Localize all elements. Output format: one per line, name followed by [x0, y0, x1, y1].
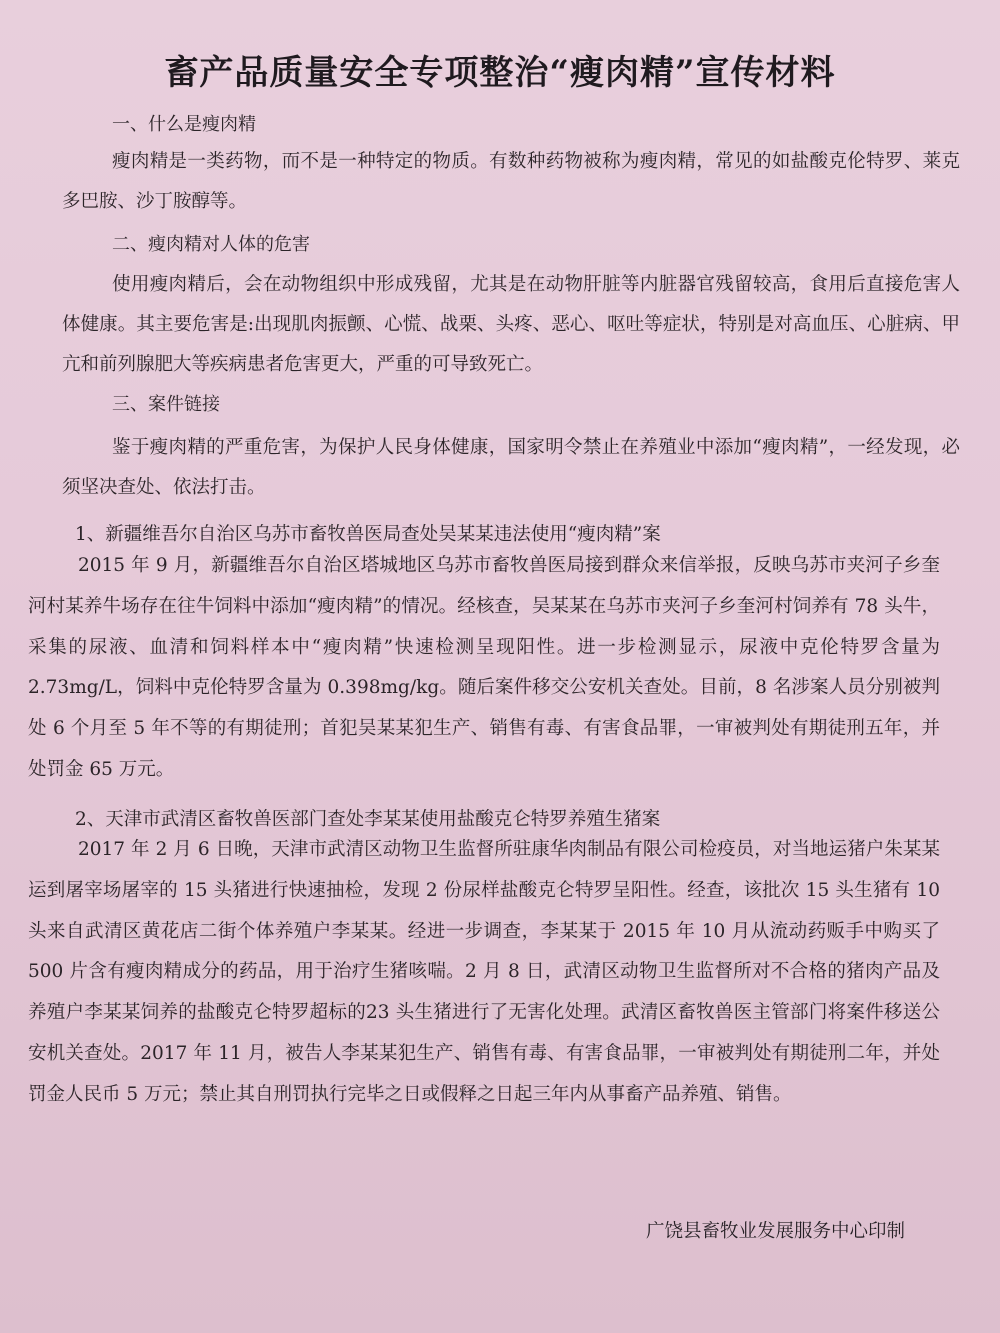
- case-title: 2、天津市武清区畜牧兽医部门查处李某某使用盐酸克仑特罗养殖生猪案: [75, 809, 661, 830]
- case-paragraph: 2015 年 9 月，新疆维吾尔自治区塔城地区乌苏市畜牧兽医局接到群众来信举报，反映乌苏市夹河子乡奎河村某养牛场存在往牛饲料中添加“瘦肉精”的情况。经核查，吴某某在乌苏市夹河子乡奎河村饲养有 78 头牛，采集的尿液、血清和饲料样本中“瘦肉精”快速检测呈现阳性。进一步检测显示，尿液中克伦特罗含量为 2.73mg/L，饲料中克伦特罗含量为 0.398mg/kg。随后案件移交公安机关查处。目前，8 名涉案人员分别被判处 6 个月至 5 年不等的有期徒刑；首犯吴某某犯生产、销售有毒、有害食品罪，一审被判处有期徒刑五年，并处罚金 65 万元。: [28, 555, 940, 780]
- section-3: [0, 390, 1000, 416]
- section-paragraph: 使用瘦肉精后，会在动物组织中形成残留，尤其是在动物肝脏等内脏器官残留较高，食用后直接危害人体健康。其主要危害是:出现肌肉振颤、心慌、战栗、头疼、恶心、呕吐等症状，特别是对高血压、心脏病、甲亢和前列腺肥大等疾病患者危害更大，严重的可导致死亡。: [62, 274, 960, 375]
- case-2-body: [0, 830, 1000, 1116]
- case-1-body: [0, 546, 1000, 791]
- section-paragraph: 瘦肉精是一类药物，而不是一种特定的物质。有数种药物被称为瘦肉精，常见的如盐酸克伦特罗、莱克多巴胺、沙丁胺醇等。: [62, 151, 960, 212]
- case-title: 1、新疆维吾尔自治区乌苏市畜牧兽医局查处吴某某违法使用“瘦肉精”案: [75, 524, 661, 545]
- section-paragraph: 鉴于瘦肉精的严重危害，为保护人民身体健康，国家明令禁止在养殖业中添加“瘦肉精”，一经发现，必须坚决查处、依法打击。: [62, 437, 960, 498]
- issuer-footer: 广饶县畜牧业发展服务中心印制: [645, 1221, 905, 1242]
- section-2: [0, 230, 1000, 256]
- section-2-body: [0, 265, 1000, 385]
- section-heading: 二、瘦肉精对人体的危害: [112, 234, 310, 255]
- document-title: 畜产品质量安全专项整治“瘦肉精”宣传材料: [164, 53, 836, 93]
- section-3-body: [0, 428, 1000, 508]
- case-paragraph: 2017 年 2 月 6 日晚，天津市武清区动物卫生监督所驻康华肉制品有限公司检疫员，对当地运猪户朱某某运到屠宰场屠宰的 15 头猪进行快速抽检，发现 2 份尿样盐酸克仑特罗呈阳性。经查，该批次 15 头生猪有 10 头来自武清区黄花店二街个体养殖户李某某。经进一步调查，李某某于 2015 年 10 月从流动药贩手中购买了 500 片含有瘦肉精成分的药品，用于治疗生猪咳喘。2 月 8 日，武清区动物卫生监督所对不合格的猪肉产品及养殖户李某某饲养的盐酸克仑特罗超标的23 头生猪进行了无害化处理。武清区畜牧兽医主管部门将案件移送公安机关查处。2017 年 11 月，被告人李某某犯生产、销售有毒、有害食品罪，一审被判处有期徒刑二年，并处罚金人民币 5 万元；禁止其自刑罚执行完毕之日或假释之日起三年内从事畜产品养殖、销售。: [28, 839, 940, 1105]
- section-heading: 三、案件链接: [112, 394, 220, 415]
- section-1: [0, 110, 1000, 136]
- case-2: [0, 805, 1000, 831]
- section-heading: 一、什么是瘦肉精: [112, 114, 256, 135]
- section-1-body: [0, 142, 1000, 222]
- case-1: [0, 520, 1000, 546]
